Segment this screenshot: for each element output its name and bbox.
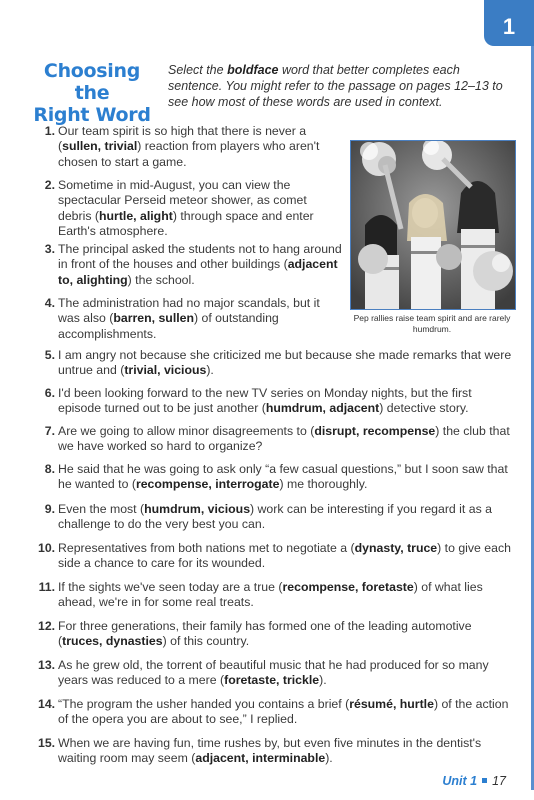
item-number: 12. — [38, 619, 56, 633]
item-number: 13. — [38, 658, 56, 672]
item-number: 3. — [44, 242, 55, 256]
list-item — [44, 462, 514, 493]
item-text: Our team spirit is so high that there is never a ( — [58, 124, 307, 154]
answer-choices: sullen, trivial — [62, 139, 138, 154]
item-number: 7. — [44, 424, 55, 438]
list-item — [38, 541, 514, 572]
list-item — [44, 386, 514, 417]
bullet-square-icon — [482, 778, 487, 783]
item-text: I'd been looking forward to the new TV series on Monday nights, but the first episode turned out to be just another ( — [58, 386, 472, 416]
item-text: Representatives from both nations met to negotiate a ( — [58, 541, 355, 555]
item-number: 8. — [44, 462, 55, 476]
list-item — [44, 502, 514, 533]
item-text: When we are having fun, time rushes by, but even five minutes in the dentist's waiting room may seem ( — [58, 736, 482, 766]
instructions-bold: boldface — [227, 63, 279, 77]
answer-choices: truces, dynasties — [62, 634, 163, 649]
page-number: 17 — [492, 774, 506, 788]
item-text: ) detective story. — [379, 401, 469, 416]
unit-tab-number: 1 — [502, 14, 516, 39]
item-number: 4. — [44, 296, 55, 310]
item-text: ) through space and enter Earth's atmosphere. — [58, 208, 314, 238]
item-number: 11. — [38, 580, 55, 594]
item-text: The administration had no major scandals, but it was also ( — [58, 296, 320, 326]
item-text: ) me thoroughly. — [279, 477, 368, 492]
item-text: Sometime in mid-August, you can view the spectacular Perseid meteor shower, as comet debris ( — [58, 178, 307, 223]
item-text: If the sights we've seen today are a true ( — [58, 580, 283, 594]
item-text: ) work can be interesting if you regard it as a challenge to do the very best you can. — [58, 502, 492, 532]
answer-choices: recompense, interrogate — [135, 477, 280, 492]
list-item — [44, 296, 320, 342]
list-item — [44, 348, 514, 379]
list-item — [44, 124, 344, 170]
answer-choices: foretaste, trickle — [224, 673, 320, 688]
list-item — [38, 580, 514, 611]
item-text: ) to give each side a chance to care for its wounded. — [58, 541, 511, 571]
item-text: ). — [319, 673, 327, 688]
item-number: 14. — [38, 697, 56, 711]
instructions-part1: Select the — [168, 63, 228, 77]
item-number: 2. — [44, 178, 55, 192]
item-text: ) the club that we have worked so hard to organize? — [58, 424, 510, 454]
list-item — [38, 619, 514, 650]
item-text: ) of outstanding accomplishments. — [58, 311, 279, 341]
item-text: ) the school. — [127, 272, 195, 287]
cheerleaders-photo — [350, 140, 516, 310]
answer-choices: trivial, vicious — [124, 363, 207, 378]
list-item — [38, 697, 514, 728]
item-text: The principal asked the students not to hang around in front of the houses and other buildings ( — [58, 242, 342, 272]
footer-unit: Unit 1 — [442, 774, 478, 788]
cheerleaders-illustration — [351, 141, 515, 309]
item-text: He said that he was going to ask only “a few casual questions,” but I soon saw that he wanted to ( — [58, 462, 508, 492]
photo-caption: Pep rallies raise team spirit and are rarely humdrum. — [353, 313, 511, 334]
item-text: “The program the usher handed you contains a brief ( — [58, 697, 350, 711]
answer-choices: résumé, hurtle — [349, 697, 434, 711]
section-title-line1: Choosing the — [43, 60, 141, 104]
item-text: ) of what lies ahead, we're in for some real treats. — [58, 580, 483, 610]
item-number: 9. — [44, 502, 55, 516]
item-text: ). — [206, 363, 214, 378]
answer-choices: dynasty, truce — [354, 541, 438, 555]
item-text: Even the most ( — [58, 502, 145, 516]
answer-choices: barren, sullen — [113, 311, 194, 326]
item-text: ). — [325, 751, 333, 766]
item-number: 15. — [38, 736, 56, 750]
item-number: 5. — [44, 348, 55, 362]
section-title — [26, 60, 158, 126]
item-text: I am angry not because she criticized me but because she made remarks that were untrue and ( — [58, 348, 512, 378]
answer-choices: adjacent to, alighting — [58, 257, 338, 287]
page-footer — [442, 774, 506, 788]
item-number: 10. — [38, 541, 56, 555]
item-text: For three generations, their family has formed one of the leading automotive ( — [58, 619, 472, 649]
list-item — [38, 736, 514, 767]
section-title-line2: Right Word — [33, 104, 151, 126]
answer-choices: humdrum, adjacent — [265, 401, 380, 416]
list-item — [44, 242, 344, 288]
unit-tab — [484, 0, 534, 46]
list-item — [44, 424, 514, 455]
answer-choices: humdrum, vicious — [144, 502, 251, 516]
item-text: As he grew old, the torrent of beautiful music that he had produced for so many years was reduced to a mere ( — [58, 658, 489, 688]
item-text: ) of the action of the opera you are about to see,” I replied. — [58, 697, 509, 727]
list-item — [38, 658, 514, 689]
instructions-part2: word that better completes each sentence. You might refer to the passage on pages 12–13 to see how most of these words are used in context. — [168, 63, 503, 109]
answer-choices: adjacent, interminable — [195, 751, 326, 766]
answer-choices: hurtle, alight — [99, 208, 173, 223]
item-number: 6. — [44, 386, 55, 400]
item-text: ) reaction from players who aren't chosen to start a game. — [58, 139, 320, 169]
item-number: 1. — [44, 124, 55, 138]
instructions — [168, 62, 508, 110]
answer-choices: disrupt, recompense — [314, 424, 436, 438]
list-item — [44, 178, 338, 239]
answer-choices: recompense, foretaste — [282, 580, 414, 594]
item-text: Are we going to allow minor disagreements to ( — [58, 424, 315, 438]
item-text: ) of this country. — [162, 634, 250, 649]
